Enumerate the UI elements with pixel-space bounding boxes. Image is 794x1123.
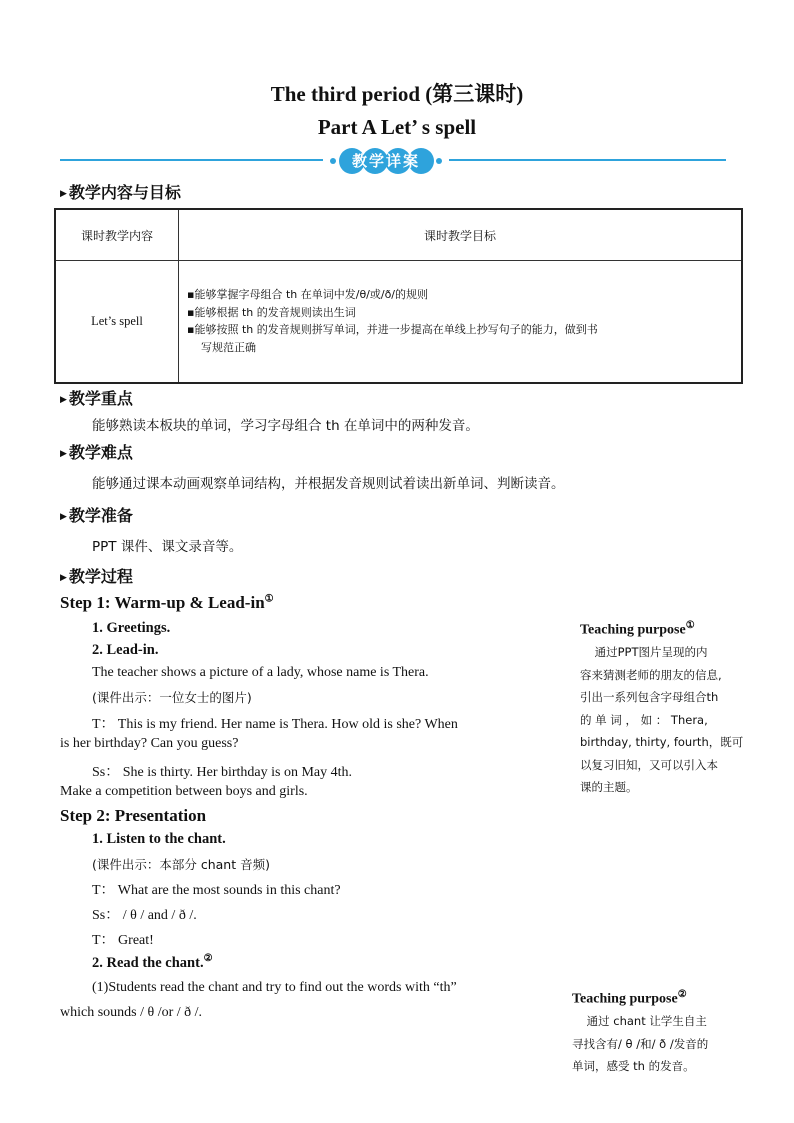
step2-item-read: 2. Read the chant.② xyxy=(92,953,213,971)
banner-label: 教学详案 xyxy=(351,152,420,170)
page-subtitle: Part A Let’ s spell xyxy=(317,115,477,139)
side-note-2-body: 通过 chant 让学生自主 寻找含有/ θ /和/ ð /发音的 单词，感受 th 的发音。 xyxy=(572,1014,709,1073)
step1-line: Ss： She is thirty. Her birthday is on May 4th. xyxy=(92,765,353,780)
triangle-bullet-icon: ▶ xyxy=(60,449,67,459)
step2-line: (1)Students read the chant and try to find out the words with “th” xyxy=(92,980,457,995)
step1-line: (课件出示：一位女士的图片) xyxy=(92,690,252,705)
triangle-bullet-icon: ▶ xyxy=(60,189,67,199)
section-heading-key-points: ▶ 教学重点 xyxy=(60,389,133,408)
goal-item: ▪能够掌握字母组合 th 在单词中发/θ/或/ð/的规则 xyxy=(187,288,429,302)
step1-line: is her birthday? Can you guess? xyxy=(60,736,239,751)
section-heading-process: ▶ 教学过程 xyxy=(60,567,133,586)
step2-line: which sounds / θ /or / ð /. xyxy=(60,1005,203,1020)
table-header-goals: 课时教学目标 xyxy=(179,209,743,261)
banner-badge xyxy=(323,148,449,174)
step2-line: T： Great! xyxy=(92,933,154,948)
side-note-1-body: 通过PPT图片呈现的内 容来猜测老师的朋友的信息, 引出一系列包含字母组合th 的 单 词 ， 如 ： Thera, birthday, thirty, fourth，既可 以复习旧知，又可以引入本 课的主题。 xyxy=(580,645,744,794)
step1-line: Make a competition between boys and girls. xyxy=(60,784,308,799)
side-note-1-title: Teaching purpose① xyxy=(580,620,695,638)
section-heading-goals: ▶ 教学内容与目标 xyxy=(60,183,181,202)
step2-line: (课件出示：本部分 chant 音频) xyxy=(92,857,270,872)
table-header-content: 课时教学内容 xyxy=(55,209,179,261)
triangle-bullet-icon: ▶ xyxy=(60,573,67,583)
step1-line: T： This is my friend. Her name is Thera. How old is she? When xyxy=(92,717,458,732)
triangle-bullet-icon: ▶ xyxy=(60,395,67,405)
step1-item-leadin: 2. Lead-in. xyxy=(92,642,159,658)
objectives-table xyxy=(54,208,743,384)
table-cell-goals xyxy=(179,261,743,383)
difficulties-text: 能够通过课本动画观察单词结构，并根据发音规则试着读出新单词、判断读音。 xyxy=(92,476,565,492)
step2-line: T： What are the most sounds in this chant? xyxy=(92,883,341,898)
triangle-bullet-icon: ▶ xyxy=(60,512,67,522)
section-heading-difficulties: ▶ 教学难点 xyxy=(60,443,133,462)
step2-line: Ss： / θ / and / ð /. xyxy=(92,908,197,923)
step1-line: The teacher shows a picture of a lady, whose name is Thera. xyxy=(92,665,429,680)
section-heading-preparation: ▶ 教学准备 xyxy=(60,506,133,525)
step2-title: Step 2: Presentation xyxy=(60,806,207,825)
divider-left xyxy=(60,159,323,161)
divider-right xyxy=(449,159,726,161)
step1-title: Step 1: Warm-up & Lead-in① xyxy=(60,593,274,612)
page-title: The third period (第三课时) xyxy=(270,82,524,106)
step2-item-listen: 1. Listen to the chant. xyxy=(92,831,226,847)
key-points-text: 能够熟读本板块的单词，学习字母组合 th 在单词中的两种发音。 xyxy=(92,418,479,434)
goal-item: ▪能够根据 th 的发音规则读出生词 xyxy=(187,305,356,319)
goal-item: ▪能够按照 th 的发音规则拼写单词，并进一步提高在单线上抄写句子的能力，做到书 xyxy=(187,323,598,337)
side-note-2-title: Teaching purpose② xyxy=(572,989,687,1007)
goal-item: 写规范正确 xyxy=(201,340,256,354)
table-cell-content: Let’s spell xyxy=(55,261,179,383)
preparation-text: PPT 课件、课文录音等。 xyxy=(92,539,243,555)
step1-item-greetings: 1. Greetings. xyxy=(92,620,171,636)
